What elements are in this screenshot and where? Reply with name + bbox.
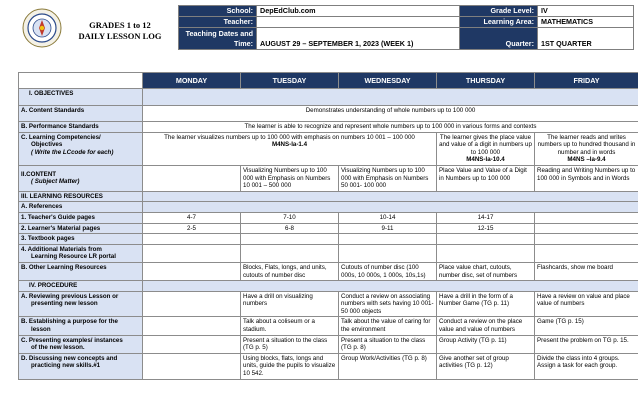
quarter-label: Quarter: [460, 28, 538, 50]
procedure-a-friday: Have a review on value and place value of numbers [535, 291, 638, 317]
objectives-row [19, 89, 638, 106]
grade-level-value: IV [538, 6, 634, 17]
content-thursday: Place Value and Value of a Digit in Numbers up to 100 000 [437, 165, 535, 191]
procedure-c-monday [143, 335, 241, 353]
teaching-dates-label [179, 28, 257, 50]
deped-seal-icon [22, 8, 62, 48]
content-standards-row [19, 106, 638, 122]
lesson-plan-table [18, 72, 638, 380]
procedure-a-tuesday: Have a drill on visualizing numbers [241, 291, 339, 317]
procedure-b-label-line2: lesson [31, 326, 51, 334]
teachers-guide-tuesday: 7-10 [241, 212, 339, 223]
learning-area-label: Learning Area: [460, 17, 538, 28]
additional-materials-wednesday [339, 244, 437, 262]
header-info-table [178, 5, 634, 50]
procedure-c-tuesday: Present a situation to the class (TG p. 5) [241, 335, 339, 353]
procedure-a-label [19, 291, 143, 317]
school-value: DepEdClub.com [257, 6, 460, 17]
procedure-a-label-line1: A. Reviewing previous Lesson or [21, 292, 119, 300]
competencies-label [19, 132, 143, 165]
performance-standards-value: The learner is able to recognize and represent whole numbers up to 100 000 in various forms and contexts [143, 122, 638, 133]
school-label: School: [179, 6, 257, 17]
procedure-b-row [19, 317, 638, 335]
procedure-d-row [19, 353, 638, 379]
content-label-line1: II.CONTENT [21, 170, 57, 178]
procedure-a-thursday: Have a drill in the form of a Number Game (TG p. 11) [437, 291, 535, 317]
learning-resources-row [19, 191, 638, 202]
learners-material-label: 2. Learner's Material pages [19, 223, 143, 234]
day-header-monday: MONDAY [143, 73, 241, 89]
procedure-b-label-line1: B. Establishing a purpose for the [21, 318, 118, 326]
learners-material-row [19, 223, 638, 234]
content-wednesday: Visualizing Numbers up to 100 000 with Emphasis on Numbers 50 001- 100 000 [339, 165, 437, 191]
day-header-thursday: THURSDAY [437, 73, 535, 89]
competencies-thu [437, 132, 535, 165]
day-header-blank [19, 73, 143, 89]
procedure-spacer [143, 281, 638, 292]
content-row [19, 165, 638, 191]
content-standards-label: A. Content Standards [19, 106, 143, 122]
additional-materials-tuesday [241, 244, 339, 262]
references-row [19, 202, 638, 213]
procedure-a-row [19, 291, 638, 317]
content-standards-value: Demonstrates understanding of whole numbers up to 100 000 [143, 106, 638, 122]
competencies-thu-code: M4NS-Ia-10.4 [466, 156, 505, 164]
other-resources-row [19, 262, 638, 280]
day-header-row [19, 73, 638, 89]
procedure-b-label [19, 317, 143, 335]
teaching-dates-value: AUGUST 29 – SEPTEMBER 1, 2023 (WEEK 1) [257, 28, 460, 50]
content-label-line2: ( Subject Matter) [31, 178, 80, 186]
day-header-friday: FRIDAY [535, 73, 638, 89]
competencies-fri-code: M4NS –Ia-9.4 [567, 156, 606, 164]
performance-standards-label: B. Performance Standards [19, 122, 143, 133]
learners-material-thursday: 12-15 [437, 223, 535, 234]
competencies-label-line3: ( Write the LCcode for each) [31, 148, 114, 156]
competencies-row [19, 132, 638, 165]
objectives-spacer [143, 89, 638, 106]
textbook-tuesday [241, 234, 339, 245]
content-friday: Reading and Writing Numbers up to 100 000 in Symbols and in Words [535, 165, 638, 191]
other-resources-thursday: Place value chart, cutouts, number disc, set of numbers [437, 262, 535, 280]
other-resources-friday: Flashcards, show me board [535, 262, 638, 280]
textbook-row [19, 234, 638, 245]
procedure-d-wednesday: Group Work/Activities (TG p. 8) [339, 353, 437, 379]
content-monday [143, 165, 241, 191]
procedure-a-label-line2: presenting new lesson [31, 300, 98, 308]
teachers-guide-row [19, 212, 638, 223]
procedure-a-wednesday: Conduct a review on associating numbers with sets having 10 001-50 000 objects [339, 291, 437, 317]
day-header-tuesday: TUESDAY [241, 73, 339, 89]
other-resources-monday [143, 262, 241, 280]
teachers-guide-friday [535, 212, 638, 223]
competencies-mon-wed [143, 132, 437, 165]
procedure-b-tuesday: Talk about a coliseum or a stadium. [241, 317, 339, 335]
additional-materials-label-line2: Learning Resource LR portal [31, 253, 116, 261]
procedure-c-thursday: Group Activity (TG p. 11) [437, 335, 535, 353]
additional-materials-row [19, 244, 638, 262]
teaching-dates-label-line1: Teaching Dates and [185, 29, 253, 38]
additional-materials-label [19, 244, 143, 262]
procedure-c-label-line2: of the new lesson. [31, 344, 85, 352]
teacher-label: Teacher: [179, 17, 257, 28]
procedure-b-thursday: Conduct a review on the place value and value of numbers [437, 317, 535, 335]
learning-resources-label: III. LEARNING RESOURCES [19, 191, 143, 202]
title-line-2: DAILY LESSON LOG [78, 31, 162, 41]
competencies-thu-text: The learner gives the place value and value of a digit in numbers up to 100 000 [439, 133, 532, 156]
learners-material-monday: 2-5 [143, 223, 241, 234]
procedure-d-tuesday: Using blocks, flats, longs and units, guide the pupils to visualize 10 542. [241, 353, 339, 379]
document-title [66, 20, 174, 42]
procedure-d-label [19, 353, 143, 379]
performance-standards-row [19, 122, 638, 133]
procedure-d-monday [143, 353, 241, 379]
textbook-monday [143, 234, 241, 245]
teachers-guide-label: 1. Teacher's Guide pages [19, 212, 143, 223]
procedure-c-label [19, 335, 143, 353]
competencies-label-line1: C. Learning Competencies/ [21, 133, 101, 141]
procedure-a-monday [143, 291, 241, 317]
competencies-mon-wed-code: M4NS-Ia-1.4 [271, 141, 308, 149]
competencies-fri [535, 132, 638, 165]
procedure-c-label-line1: C. Presenting examples/ instances [21, 336, 123, 344]
procedure-d-thursday: Give another set of group activities (TG p. 12) [437, 353, 535, 379]
procedure-d-label-line2: practicing new skills.#1 [31, 362, 101, 370]
title-line-1: GRADES 1 to 12 [89, 20, 151, 30]
quarter-value: 1ST QUARTER [538, 28, 634, 50]
competencies-fri-text: The learner reads and writes numbers up to hundred thousand in number and in words [537, 133, 636, 156]
references-label: A. References [19, 202, 143, 213]
other-resources-wednesday: Cutouts of number disc (100 000s, 10 000s, 1 000s, 10s,1s) [339, 262, 437, 280]
additional-materials-thursday [437, 244, 535, 262]
procedure-c-wednesday: Present a situation to the class (TG p. 8) [339, 335, 437, 353]
additional-materials-label-line1: 4. Additional Materials from [21, 245, 102, 253]
content-label [19, 165, 143, 191]
teacher-value [257, 17, 460, 28]
procedure-d-friday: Divide the class into 4 groups. Assign a task for each group. [535, 353, 638, 379]
lesson-log-header [4, 4, 634, 58]
teachers-guide-monday: 4-7 [143, 212, 241, 223]
learning-area-value: MATHEMATICS [538, 17, 634, 28]
teachers-guide-wednesday: 10-14 [339, 212, 437, 223]
procedure-c-friday: Present the problem on TG p. 15. [535, 335, 638, 353]
textbook-label: 3. Textbook pages [19, 234, 143, 245]
competencies-label-line2: Objectives [31, 141, 63, 149]
textbook-thursday [437, 234, 535, 245]
procedure-b-wednesday: Talk about the value of caring for the environment [339, 317, 437, 335]
grade-level-label: Grade Level: [460, 6, 538, 17]
competencies-mon-wed-text: The learner visualizes numbers up to 100 000 with emphasis on numbers 10 001 – 100 000 [164, 133, 415, 141]
other-resources-tuesday: Blocks, Flats, longs, and units, cutouts of number disc [241, 262, 339, 280]
content-tuesday: Visualizing Numbers up to 100 000 with Emphasis on Numbers 10 001 – 500 000 [241, 165, 339, 191]
objectives-label: I. OBJECTIVES [19, 89, 143, 106]
textbook-friday [535, 234, 638, 245]
procedure-b-monday [143, 317, 241, 335]
day-header-wednesday: WEDNESDAY [339, 73, 437, 89]
procedure-b-friday: Game (TG p. 15) [535, 317, 638, 335]
procedure-d-label-line1: D. Discussing new concepts and [21, 354, 118, 362]
learners-material-wednesday: 9-11 [339, 223, 437, 234]
procedure-label: IV. PROCEDURE [19, 281, 143, 292]
textbook-wednesday [339, 234, 437, 245]
procedure-c-row [19, 335, 638, 353]
additional-materials-friday [535, 244, 638, 262]
teachers-guide-thursday: 14-17 [437, 212, 535, 223]
references-spacer [143, 202, 638, 213]
learners-material-friday [535, 223, 638, 234]
other-resources-label: B. Other Learning Resources [19, 262, 143, 280]
learning-resources-spacer [143, 191, 638, 202]
procedure-row [19, 281, 638, 292]
teaching-dates-label-line2: Time: [233, 39, 253, 48]
additional-materials-monday [143, 244, 241, 262]
learners-material-tuesday: 6-8 [241, 223, 339, 234]
